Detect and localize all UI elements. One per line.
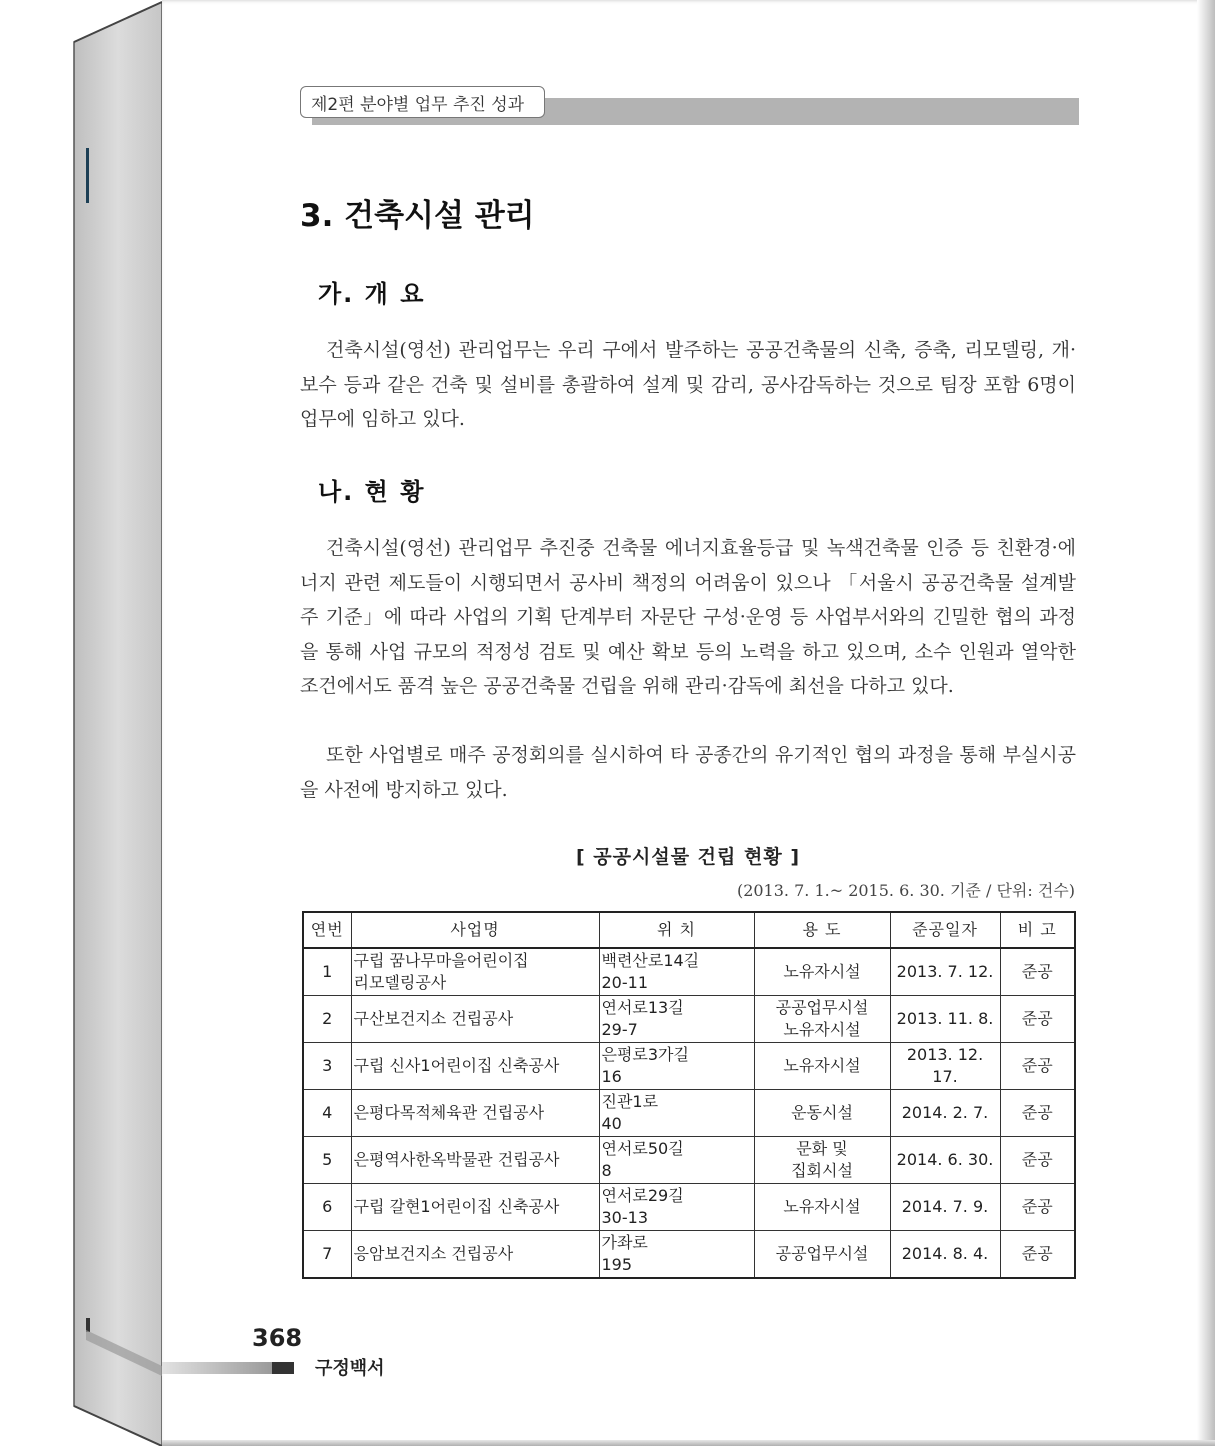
cell-name: 구산보건지소 건립공사 — [351, 996, 599, 1043]
cell-location-line: 진관1로 — [601, 1092, 659, 1111]
cell-use: 운동시설 — [754, 1090, 890, 1137]
status-heading: 나. 현 황 — [318, 478, 426, 506]
footer-mark — [272, 1362, 294, 1374]
cell-use-line: 집회시설 — [791, 1161, 853, 1180]
section-title: 3. 건축시설 관리 — [300, 198, 535, 234]
cell-location-line: 연서로13길 — [601, 998, 684, 1017]
book-spine — [0, 0, 170, 1446]
page-edge — [1197, 0, 1215, 1446]
header-date: 준공일자 — [890, 912, 1000, 948]
cell-name: 구립 갈현1어린이집 신축공사 — [351, 1184, 599, 1231]
cell-remarks: 준공 — [1000, 1184, 1075, 1231]
cell-use-line: 공공업무시설 — [775, 998, 869, 1017]
cell-name: 은평역사한옥박물관 건립공사 — [351, 1137, 599, 1184]
cell-use-line: 문화 및 — [796, 1139, 848, 1158]
cell-location-line: 195 — [601, 1255, 633, 1274]
facility-table — [302, 911, 1076, 1279]
overview-paragraph: 건축시설(영선) 관리업무는 우리 구에서 발주하는 공공건축물의 신축, 증축, 리모델링, 개·보수 등과 같은 건축 및 설비를 총괄하여 설계 및 감리, 공사감독하는 것으로 팀장 포함 6명이 업무에 임하고 있다. — [300, 339, 1076, 430]
footer-bar — [162, 1362, 272, 1374]
cell-location-line: 가좌로 — [601, 1233, 648, 1252]
page-number: 368 — [252, 1324, 303, 1352]
cell-no: 5 — [303, 1137, 351, 1184]
cell-date: 2014. 7. 9. — [890, 1184, 1000, 1231]
cell-location — [599, 948, 754, 996]
cell-use: 노유자시설 — [754, 1043, 890, 1090]
cell-location-line: 30-13 — [601, 1208, 648, 1227]
cell-no: 4 — [303, 1090, 351, 1137]
cell-name: 응암보건지소 건립공사 — [351, 1231, 599, 1279]
table-note: (2013. 7. 1.~ 2015. 6. 30. 기준 / 단위: 건수) — [736, 881, 1075, 900]
table-row — [303, 1137, 1075, 1184]
cell-location-line: 은평로3가길 — [601, 1045, 689, 1064]
status-paragraph-2: 또한 사업별로 매주 공정회의를 실시하여 타 공종간의 유기적인 협의 과정을 통해 부실시공을 사전에 방지하고 있다. — [300, 744, 1076, 801]
page-bottom-edge — [162, 1440, 1215, 1446]
cell-no: 3 — [303, 1043, 351, 1090]
cell-location — [599, 1184, 754, 1231]
cell-remarks: 준공 — [1000, 996, 1075, 1043]
table-row — [303, 948, 1075, 996]
chapter-label: 제2편 분야별 업무 추진 성과 — [300, 86, 545, 118]
cell-location — [599, 1090, 754, 1137]
cell-location-line: 20-11 — [601, 973, 648, 992]
cell-use — [754, 1137, 890, 1184]
cell-location-line: 16 — [601, 1067, 622, 1086]
table-row — [303, 1184, 1075, 1231]
cell-location — [599, 1043, 754, 1090]
table-row — [303, 1043, 1075, 1090]
table-row — [303, 1231, 1075, 1279]
footer-book-title: 구정백서 — [315, 1358, 385, 1379]
header-name: 사업명 — [351, 912, 599, 948]
cell-name: 은평다목적체육관 건립공사 — [351, 1090, 599, 1137]
cell-date: 2013. 7. 12. — [890, 948, 1000, 996]
cell-date: 2014. 2. 7. — [890, 1090, 1000, 1137]
cell-date: 2013. 12. 17. — [890, 1043, 1000, 1090]
overview-heading: 가. 개 요 — [318, 280, 426, 308]
header-location: 위 치 — [599, 912, 754, 948]
cell-date: 2014. 6. 30. — [890, 1137, 1000, 1184]
cell-remarks: 준공 — [1000, 1090, 1075, 1137]
cell-location — [599, 996, 754, 1043]
cell-use — [754, 948, 890, 996]
cell-no: 6 — [303, 1184, 351, 1231]
table-row — [303, 1090, 1075, 1137]
cell-remarks: 준공 — [1000, 1043, 1075, 1090]
cell-date: 2014. 8. 4. — [890, 1231, 1000, 1279]
cell-remarks: 준공 — [1000, 948, 1075, 996]
cell-name: 구립 신사1어린이집 신축공사 — [351, 1043, 599, 1090]
table-row — [303, 996, 1075, 1043]
status-paragraph-1: 건축시설(영선) 관리업무 추진중 건축물 에너지효율등급 및 녹색건축물 인증 등 친환경·에너지 관련 제도들이 시행되면서 공사비 책정의 어려움이 있으나 「서울시 공공건축물 설계발주 기준」에 따라 사업의 기획 단계부터 자문단 구성·운영 등 사업부서와의 긴밀한 협의 과정을 통해 사업 규모의 적정성 검토 및 예산 확보 등의 노력을 하고 있으며, 소수 인원과 열악한 조건에서도 품격 높은 공공건축물 건립을 위해 관리·감독에 최선을 다하고 있다. — [300, 537, 1076, 697]
cell-no: 1 — [303, 948, 351, 996]
cell-name-line: 구립 꿈나무마을어린이집 — [353, 951, 529, 970]
table-title: [ 공공시설물 건립 현황 ] — [575, 846, 800, 868]
cell-location-line: 연서로29길 — [601, 1186, 684, 1205]
cell-use-line: 노유자시설 — [783, 1020, 861, 1039]
cell-no: 7 — [303, 1231, 351, 1279]
table-header-row — [303, 912, 1075, 948]
cell-location-line: 연서로50길 — [601, 1139, 684, 1158]
cell-name-line: 리모델링공사 — [353, 973, 447, 992]
cell-name — [351, 948, 599, 996]
header-use: 용 도 — [754, 912, 890, 948]
cell-use: 노유자시설 — [754, 1184, 890, 1231]
cell-location-line: 8 — [601, 1161, 612, 1180]
cell-location-line: 29-7 — [601, 1020, 638, 1039]
cell-location-line: 백련산로14길 — [601, 951, 700, 970]
cell-use: 공공업무시설 — [754, 1231, 890, 1279]
cell-no: 2 — [303, 996, 351, 1043]
cell-location — [599, 1137, 754, 1184]
cell-date: 2013. 11. 8. — [890, 996, 1000, 1043]
cell-remarks: 준공 — [1000, 1231, 1075, 1279]
cell-location — [599, 1231, 754, 1279]
cell-location-line: 40 — [601, 1114, 622, 1133]
cell-remarks: 준공 — [1000, 1137, 1075, 1184]
cell-use — [754, 996, 890, 1043]
header-no: 연번 — [303, 912, 351, 948]
header-remarks: 비 고 — [1000, 912, 1075, 948]
cell-use-line: 노유자시설 — [783, 962, 861, 981]
